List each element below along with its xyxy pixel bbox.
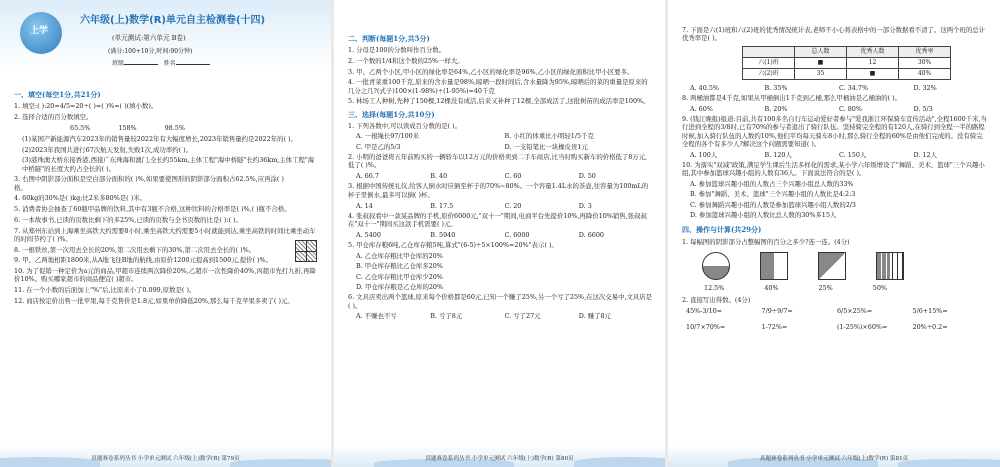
question: 9. (钱江晚报)报道:目前,共有100多名自行车运动爱好者参与"爱我浙江环保骑车宣传活动",全程1600千米,当行进到全程的3/8时,已有70%的参与者退出了骑行队伍。坚持骑完全程的有120人,在骑行到全程一半的路程时候,加入骑行队伍的人数约10%,他们平均每天骑车8小时,那么骑行全程的60%是由他们完成的。没有骑完全程的各个有多少人?解决这个问题需要知道( )。 — [682, 115, 987, 149]
shaded-circle-figure[interactable] — [702, 252, 730, 280]
question: 4. 一批青菜重100千克,原来的含水量是98%,晾晒一段时间后,含水量降为95%,晾晒后的菜的重量是原来的几分之几?(式子)100×(1-98%)÷(1-95%)=40千克 — [348, 78, 648, 95]
question: 1. 分母是100的分数叫作百分数。 — [348, 46, 446, 55]
question: 11. 在一个小数的后面加上"%"后,比原来小了0.099,原数是( )。 — [14, 286, 196, 295]
question: 2. 直接写出得数。(4分) — [682, 296, 751, 305]
question: 2. 选择合适的百分数填空。 — [14, 112, 93, 121]
question: (3)港珠澳大桥东接香港,西接广东珠海和澳门,全长约55km,主体工程"海中桥隧"长约36km,主体工程"海中桥隧"的长度大约占全长的( )。 — [22, 156, 315, 173]
exam-meta: (满分:100+10分,时间:90分钟) — [108, 48, 193, 55]
choice-options: A. 14 B. 17.5 C. 20 D. 3 — [356, 201, 592, 210]
choice-options: A. 40.5% B. 35% C. 34.7% D. 32% — [690, 83, 937, 92]
percent-options: 65.5% 158% 98.5% — [70, 123, 185, 132]
stats-table: 总人数 优秀人数 优秀率 六(1)班 ■ 12 30% 六(2)班 35 ■ 40% — [742, 46, 951, 80]
question: 4. 60kg的30%是( )kg;比2米多80%是( )米。 — [14, 194, 146, 203]
shaded-grid-figure — [295, 240, 317, 262]
choice-options: A. 66.7 B. 40 C. 60 D. 50 — [356, 172, 596, 181]
question: 5. 林场工人种树,先种了150棵,12棵没有成活,后来又补种了12棵,全部成活了,这批树苗的成活率是100%。 — [348, 97, 650, 106]
question: 7. 下面是六(1)班和六(2)班的优秀情况统计表,老师不小心将表格中的一部分数据看不清了。这两个班的总计优秀率是( )。 — [682, 26, 986, 43]
question: 10. 为了促销一种定价为a元的商品,甲超市连续两次降价20%,乙超市一次性降价40%,丙超市先打九折,再降价10%。购买哪家超市的商品便宜( )超市。 — [14, 267, 316, 284]
question: 5. 甲仓库存粮6吨,乙仓库存粮5吨,算式"(6-5)÷5×100%=20%"表示( )。 — [348, 241, 558, 250]
exam-title: 六年级(上)数学(R)单元自主检测卷(十四) — [80, 15, 266, 26]
choice-options: A. 乙仓库存粮比甲仓库的20% B. 甲仓库存粮比乙仓库多20% C. 乙仓库存粮比甲仓库少20% D. 甲仓库存粮是乙仓库的20% — [356, 251, 444, 291]
question: 3. 根据中国传统礼仪,给客人倒水时应倒至杯子的70%~80%。一个容量1.4L水的茶壶,往容量为100mL的杯子里倒水,最多可以倒( )杯。 — [348, 182, 649, 199]
question: 1. 下列各数中,可以读成百分数的是( )。 — [348, 121, 462, 130]
question: 9. 甲、乙两地相距1800米,从A地飞往B地的航线,由原价1200元提高到1500元,提价( )%。 — [14, 256, 272, 265]
question: 5. 消费者协会抽查了60瓶甲品牌的饮料,其中有3瓶不合格,这种饮料的合格率是( )%,( )瓶不合格。 — [14, 205, 291, 214]
question: 1. 每幅图的阴影部分占整幅图的百分之多少?连一连。(4分) — [682, 237, 850, 246]
question: (1)某国产新能源汽车2023年的销售量较2022年有大幅度增长,2023年销售量约是2022年的( )。 — [22, 134, 297, 143]
exam-subtitle: (单元测试:第六单元 B卷) — [112, 34, 186, 42]
choice-options: A. 不赚也不亏 B. 亏了8元 C. 亏了27元 D. 赚了8元 — [356, 312, 611, 321]
calc-grid: 45%-3/10= 7/9÷9/7= 6/5×25%= 5/6+15%= 10/7×70%= 1-72%= (1-25%)×60%= 20%÷0.2= — [686, 306, 948, 332]
percent-targets: 12.5% 40% 25% 50% — [704, 283, 887, 292]
exam-header — [0, 0, 331, 86]
question: 6. 文具店卖出两个篮球,原来每个价格都是60元,已知一个赚了25%,另一个亏了25%,在这次交易中,文具店是( )。 — [348, 293, 653, 310]
question: 2. 小明的爸爸将五年前购买的一辆轿车以12万元的价格卖到二手车商店,比当时购买新车的价格低了8万元,低了( )%。 — [348, 153, 648, 170]
question: 6. 一本故事书,已读的页数比剩下的多25%,已读的页数与全书页数的比是( ):( )。 — [14, 215, 242, 224]
page-80 — [334, 0, 665, 467]
question: 1. 填空:( ):20=4/5=20÷( )=( )%=( )(填小数)。 — [14, 102, 158, 111]
question: 2. 一个数的1/4和这个数的25%一样大。 — [348, 56, 464, 65]
question: 8. 一根铁丝,第一次用去全长的20%,第二次用去剩下的30%,第二次用去全长的( )%。 — [14, 245, 256, 254]
shaded-figures — [682, 252, 988, 280]
section-fill-in: 一、填空(每空1分,共21分) — [14, 90, 101, 99]
shaded-triangle-figure[interactable] — [818, 252, 846, 280]
choice-options: A. 5400 B. 5940 C. 6000 D. 6600 — [356, 230, 604, 239]
student-fields: 班级 姓名 — [112, 60, 210, 68]
page-footer: 真题赛卷系列丛书 小学单元测试 六年级(上)数学(R) 第79页 — [0, 445, 331, 467]
question: (2)2023年我国共进行67次航天发射,失败1次,成功率约( )。 — [22, 145, 193, 154]
class-field[interactable] — [124, 64, 158, 65]
question: 3. 甲、乙两个小区,甲小区的绿化率是64%,乙小区的绿化率是96%,乙小区的绿化面积比甲小区要多。 — [348, 67, 634, 76]
choice-options: A. 参加篮球兴趣小组的人数占三个兴趣小组总人数的33% B. 参加"舞蹈、美术、篮球"三个兴趣小组的人数比是4:2:3 C. 参加舞蹈兴趣小组的人数是参加篮球兴趣小组人数的2/3 D. 参加篮球兴趣小组的人数比总人数的30%多15人 — [690, 180, 856, 220]
section-choice: 三、选择(每题1分,共10分) — [348, 109, 435, 119]
section-operation: 四、操作与计算(共29分) — [682, 225, 762, 235]
page-footer: 真题赛卷系列丛书 小学单元测试 六年级(上)数学(R) 第80页 — [334, 445, 665, 467]
page-81 — [668, 0, 1000, 467]
choice-options: A. 100人 B. 120人 C. 150人 D. 12人 — [690, 150, 937, 159]
shaded-square-figure[interactable] — [760, 252, 788, 280]
question: 3. 右图中阴影部分面积是空白部分面积的( )%,如果要使图形的阴影部分面积占62.5%,应再涂( )格。 — [14, 175, 284, 192]
choice-options: A. 60% B. 20% C. 80% D. 5/3 — [690, 104, 933, 113]
question: 4. 张叔叔看中一款某品牌的手机,原价6000元,"双十一"期间,电商平台先提价10%,再降价10%销售,张叔叔在"双十一"期间买这款手机需要( )元。 — [348, 211, 647, 229]
logo-badge: 上学 — [20, 12, 62, 54]
section-judge: 二、判断(每题1分,共5分) — [348, 34, 430, 43]
question: 7. 从郑州东站到上海乘坐高铁大约需要8小时,乘坐高铁大约需要5小时就能到达,乘坐高铁的时间比乘坐动车的时间节约了( )%。 — [14, 226, 316, 243]
choice-options: A. 一根绳长97/100米 B. 小红的体重比小明轻1/5千克 C. 甲是乙的5/3 D. 一支铅笔比一块橡皮贵1元 — [356, 132, 594, 151]
page-79 — [0, 0, 331, 467]
shaded-bars-figure[interactable] — [876, 252, 904, 280]
question: 8. 两桶油都是4千克,如果从甲桶倒出1千克到乙桶,那么甲桶油是乙桶油的( )。 — [682, 93, 902, 102]
question: 10. 为落实"双减"政策,满足学生课后生活多样化的需求,某小学六年级增设了"舞蹈、美术、篮球"三个兴趣小组,其中参加篮球兴趣小组的人数有36人。下面说法符合的是( )。 — [682, 161, 985, 178]
name-field[interactable] — [176, 64, 210, 65]
page-footer: 真题赛卷系列丛书 小学单元测试 六年级(上)数学(R) 第81页 — [668, 445, 1000, 467]
question: 12. 商店按定价出售一批苹果,每千克售价是1.8元,如果单价降低20%,那么每千克苹果多卖了( )元。 — [14, 296, 294, 305]
